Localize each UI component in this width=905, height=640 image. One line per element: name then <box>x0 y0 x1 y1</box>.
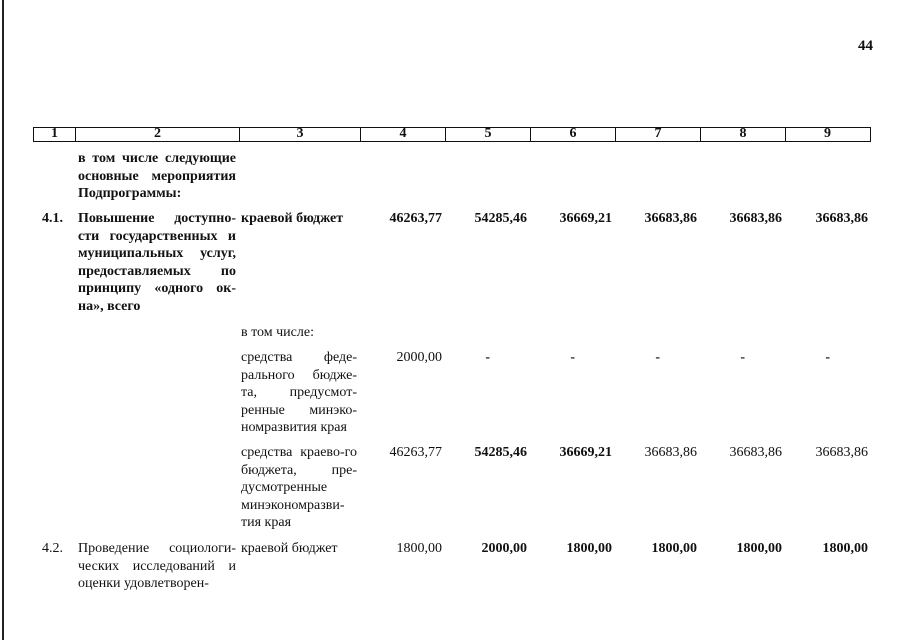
page-number: 44 <box>858 38 873 54</box>
row-4-2-name: Проведение социологи-ческих исследований и оценки удовлетворен- <box>78 541 236 591</box>
federal-value-col8: - <box>740 350 745 365</box>
page-edge-rule <box>2 0 4 640</box>
header-col-8: 8 <box>700 128 785 141</box>
header-col-9: 9 <box>785 128 869 141</box>
row-4-1-value-col8: 36683,86 <box>729 211 782 226</box>
row-4-1-index: 4.1. <box>42 211 63 226</box>
table-header-row <box>33 127 871 142</box>
row-4-1-value-col7: 36683,86 <box>644 211 697 226</box>
row-4-2-index: 4.2. <box>42 541 63 556</box>
regional-value-col9: 36683,86 <box>815 445 868 460</box>
row-4-1-name: Повышение доступно-сти государственных и муниципальных услуг, предоставляемых по принципу «одного ок-на», всего <box>78 211 236 314</box>
row-4-1-value-col6: 36669,21 <box>559 211 612 226</box>
regional-value-col5: 54285,46 <box>474 445 527 460</box>
row-4-1-value-col5: 54285,46 <box>474 211 527 226</box>
federal-value-col7: - <box>655 350 660 365</box>
regional-value-col4: 46263,77 <box>389 445 442 460</box>
federal-source: средства феде-рального бюдже-та, предусмот-ренные минэко-номразвития края <box>241 350 357 435</box>
header-col-5: 5 <box>445 128 530 141</box>
federal-value-col5: - <box>485 350 490 365</box>
intro-text: в том числе следующие основные мероприятия Подпрограммы: <box>78 151 236 201</box>
header-col-6: 6 <box>530 128 615 141</box>
row-4-1-value-col9: 36683,86 <box>815 211 868 226</box>
row-4-2-value-col9: 1800,00 <box>822 541 868 556</box>
row-4-2-source: краевой бюджет <box>241 541 338 556</box>
header-col-3: 3 <box>239 128 360 141</box>
row-4-2-value-col4: 1800,00 <box>396 541 442 556</box>
regional-value-col7: 36683,86 <box>644 445 697 460</box>
row-4-2-value-col8: 1800,00 <box>736 541 782 556</box>
header-col-7: 7 <box>615 128 700 141</box>
regional-value-col8: 36683,86 <box>729 445 782 460</box>
regional-source: средства краево-го бюджета, пре-дусмотренные минэкономразви-тия края <box>241 445 357 530</box>
federal-value-col6: - <box>570 350 575 365</box>
regional-value-col6: 36669,21 <box>559 445 612 460</box>
federal-value-col9: - <box>825 350 830 365</box>
row-4-1-value-col4: 46263,77 <box>389 211 442 226</box>
header-col-4: 4 <box>360 128 445 141</box>
row-4-2-value-col5: 2000,00 <box>481 541 527 556</box>
row-4-2-value-col7: 1800,00 <box>651 541 697 556</box>
header-col-2: 2 <box>75 128 239 141</box>
including-label: в том числе: <box>241 325 314 340</box>
header-col-1: 1 <box>51 126 58 141</box>
row-4-2-value-col6: 1800,00 <box>566 541 612 556</box>
federal-value-col4: 2000,00 <box>396 350 442 365</box>
row-4-1-source: краевой бюджет <box>241 211 344 226</box>
